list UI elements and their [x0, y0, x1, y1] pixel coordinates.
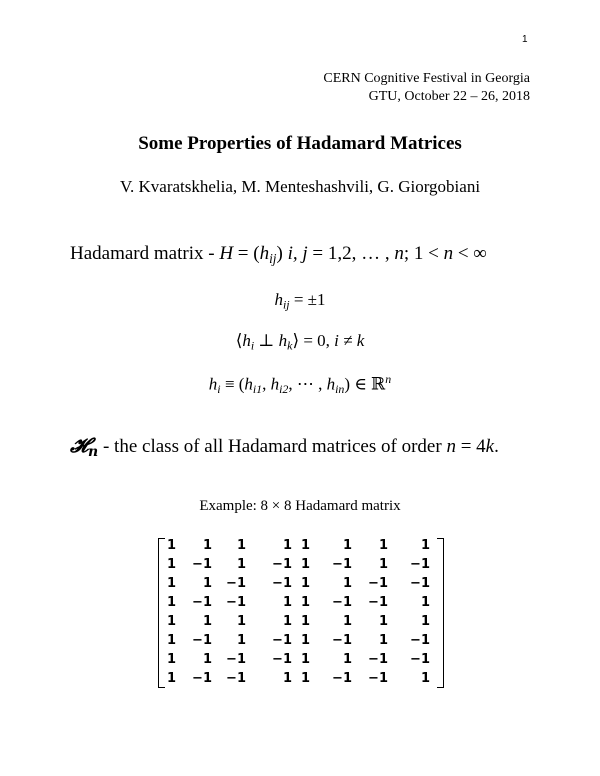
matrix-cell: −1 [410, 557, 430, 572]
matrix-cell: 1 [202, 614, 212, 629]
author-list: V. Kvaratskhelia, M. Menteshashvili, G. Giorgobiani [119, 177, 481, 196]
equation-entries-pm1 [0, 290, 600, 313]
class-order-n: n [446, 436, 456, 457]
matrix-cell: 1 [202, 576, 212, 591]
eq3-dots: , ⋯ , [288, 374, 327, 394]
matrix-cell: 1 [236, 557, 246, 572]
matrix-cell: 1 [166, 652, 176, 667]
matrix-cell: 1 [166, 557, 176, 572]
class-order-k: k [485, 436, 495, 457]
matrix-cell: −1 [226, 652, 246, 667]
matrix-cell: 1 [300, 652, 310, 667]
equals-sign: = [233, 243, 254, 264]
eq3-h1: h [244, 374, 253, 394]
matrix-right-bracket [437, 538, 444, 688]
matrix-cell: 1 [342, 614, 352, 629]
eq3-comma: , [262, 374, 271, 394]
matrix-cell: −1 [226, 595, 246, 610]
event-header [323, 70, 530, 106]
hadamard-definition [70, 243, 487, 267]
eq3-sub1: i1 [252, 382, 263, 397]
matrix-cell: 1 [236, 633, 246, 648]
matrix-cell: 1 [166, 671, 176, 686]
matrix-cell: 1 [236, 614, 246, 629]
matrix-cell: −1 [332, 671, 352, 686]
equation-orthogonality [0, 331, 600, 354]
eq2-h-k: h [278, 331, 288, 350]
matrix-cell: 1 [300, 671, 310, 686]
matrix-cell: −1 [332, 633, 352, 648]
matrix-cell: 1 [166, 576, 176, 591]
order-variable-n-2: n [443, 243, 454, 264]
eq1-h: h [274, 290, 283, 309]
matrix-table [162, 536, 430, 688]
matrix-cell: −1 [226, 576, 246, 591]
matrix-row [162, 612, 430, 631]
matrix-cell: −1 [332, 557, 352, 572]
matrix-cell: 1 [202, 538, 212, 553]
matrix-row [162, 631, 430, 650]
matrix-cell: 1 [300, 538, 310, 553]
matrix-cell: 1 [282, 671, 292, 686]
eq2-angle-open: ⟨ [235, 331, 243, 350]
eq3-subn: in [335, 382, 345, 397]
matrix-cell: −1 [410, 576, 430, 591]
page-number: 1 [522, 34, 528, 45]
matrix-cell: 1 [420, 595, 430, 610]
matrix-cell: 1 [342, 576, 352, 591]
eq1-rhs: = ±1 [289, 290, 326, 309]
matrix-cell: 1 [282, 538, 292, 553]
eq3-hn: h [326, 374, 336, 394]
matrix-cell: −1 [272, 557, 292, 572]
order-variable-n: n [394, 243, 404, 264]
equation-row-vector [0, 372, 600, 397]
matrix-cell: 1 [300, 614, 310, 629]
matrix-cell: 1 [420, 614, 430, 629]
entry-subscript: ij [269, 250, 277, 266]
class-symbol-sub: n [88, 444, 99, 461]
eq3-sup-n: n [385, 372, 392, 386]
matrix-cell: 1 [300, 633, 310, 648]
entry-symbol-h: h [259, 243, 270, 264]
matrix-cell: 1 [166, 595, 176, 610]
matrix-cell: −1 [410, 652, 430, 667]
eq3-sub: i [217, 382, 221, 397]
eq1-subscript: ij [282, 297, 290, 312]
matrix-cell: 1 [166, 538, 176, 553]
matrix-cell: −1 [192, 633, 212, 648]
matrix-cell: −1 [332, 595, 352, 610]
eq2-h-i: h [242, 331, 251, 350]
matrix-cell: 1 [236, 538, 246, 553]
event-name: CERN Cognitive Festival in Georgia [323, 71, 530, 86]
hadamard-class-statement [70, 433, 499, 460]
matrix-cell: −1 [272, 652, 292, 667]
matrix-cell: 1 [282, 614, 292, 629]
matrix-symbol-H: H [219, 243, 234, 264]
matrix-cell: 1 [420, 538, 430, 553]
eq3-in-rn: ) ∈ ℝ [344, 374, 386, 394]
eq3-sub2: i2 [279, 382, 289, 397]
matrix-cell: −1 [192, 671, 212, 686]
eq3-h2: h [270, 374, 280, 394]
matrix-cell: −1 [368, 652, 388, 667]
matrix-cell: −1 [192, 595, 212, 610]
matrix-row [162, 536, 430, 555]
matrix-cell: −1 [272, 576, 292, 591]
matrix-row [162, 574, 430, 593]
eq2-sub-k: k [287, 338, 293, 353]
matrix-cell: 1 [202, 652, 212, 667]
matrix-cell: 1 [166, 633, 176, 648]
matrix-cell: 1 [378, 614, 388, 629]
eq2-close: ⟩ = 0, [292, 331, 335, 350]
eq3-h: h [208, 374, 218, 394]
eq3-equiv: ≡ ( [220, 374, 245, 394]
paren-open: ( [253, 243, 260, 264]
matrix-cell: 1 [166, 614, 176, 629]
matrix-cell: −1 [272, 633, 292, 648]
paper-title: Some Properties of Hadamard Matrices [138, 133, 462, 154]
order-bound: ; 1 < [403, 243, 444, 264]
class-description: - the class of all Hadamard matrices of order [98, 436, 447, 457]
matrix-cell: 1 [378, 633, 388, 648]
matrix-cell: 1 [300, 557, 310, 572]
eq2-perp: ⊥ [254, 331, 279, 350]
matrix-cell: −1 [192, 557, 212, 572]
matrix-row [162, 669, 430, 688]
paren-close: ) [276, 243, 283, 264]
example-caption: Example: 8 × 8 Hadamard matrix [199, 498, 401, 514]
event-place-date: GTU, October 22 – 26, 2018 [368, 89, 530, 104]
matrix-cell: −1 [368, 671, 388, 686]
matrix-row [162, 593, 430, 612]
infinity-bound: < ∞ [453, 243, 487, 264]
definition-label: Hadamard matrix - [70, 243, 220, 264]
class-symbol: 𝓗 [70, 433, 89, 457]
index-range: = 1,2, … , [307, 243, 395, 264]
matrix-cell: 1 [420, 671, 430, 686]
matrix-cell: −1 [368, 576, 388, 591]
matrix-cell: 1 [300, 595, 310, 610]
matrix-cell: −1 [410, 633, 430, 648]
matrix-cell: −1 [226, 671, 246, 686]
eq2-condition: i ≠ k [334, 331, 365, 350]
matrix-cell: 1 [378, 538, 388, 553]
matrix-cell: 1 [342, 652, 352, 667]
matrix-row [162, 650, 430, 669]
eq2-sub-i: i [250, 338, 255, 353]
matrix-cell: 1 [378, 557, 388, 572]
class-period: . [494, 436, 499, 457]
matrix-row [162, 555, 430, 574]
class-order-value: = 4 [455, 436, 486, 457]
matrix-cell: 1 [342, 538, 352, 553]
matrix-cell: 1 [300, 576, 310, 591]
hadamard-matrix-8x8 [158, 538, 444, 688]
matrix-cell: −1 [368, 595, 388, 610]
matrix-cell: 1 [282, 595, 292, 610]
index-variables: i, j [282, 243, 308, 264]
